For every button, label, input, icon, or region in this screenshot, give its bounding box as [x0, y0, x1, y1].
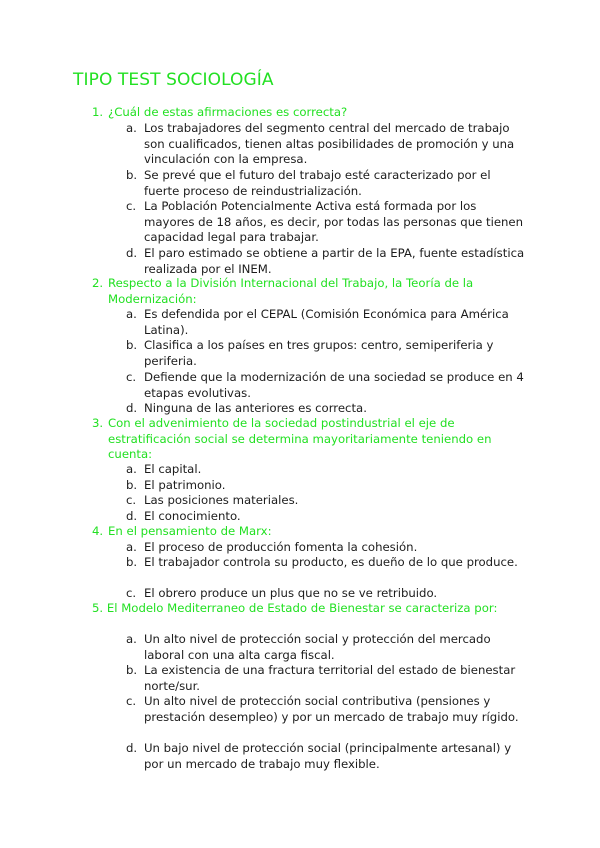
question-number: 3.	[92, 416, 104, 430]
option-text: Se prevé que el futuro del trabajo esté caracterizado por el fuerte proceso de reindustrialización.	[144, 168, 491, 198]
option-letter: c.	[126, 199, 137, 213]
option-letter: b.	[126, 478, 138, 492]
option-2d	[126, 401, 526, 417]
option-text: El obrero produce un plus que no se ve retribuido.	[144, 586, 438, 600]
option-letter: a.	[126, 462, 137, 476]
question-3	[92, 416, 532, 463]
option-text: El paro estimado se obtiene a partir de la EPA, fuente estadística realizada por el INEM.	[144, 246, 525, 276]
option-letter: c.	[126, 493, 137, 507]
document-title: TIPO TEST SOCIOLOGÍA	[73, 70, 274, 90]
option-5d	[126, 741, 526, 772]
option-3a	[126, 462, 526, 478]
option-4a	[126, 540, 526, 556]
option-3b	[126, 478, 526, 494]
question-text: Respecto a la División Internacional del Trabajo, la Teoría de la Modernización:	[108, 276, 474, 306]
question-text: ¿Cuál de estas afirmaciones es correcta?	[108, 105, 348, 119]
option-letter: a.	[126, 540, 137, 554]
option-text: Defiende que la modernización de una sociedad se produce en 4 etapas evolutivas.	[144, 370, 524, 400]
option-letter: b.	[126, 555, 138, 569]
option-text: Es defendida por el CEPAL (Comisión Económica para América Latina).	[144, 307, 509, 337]
question-1	[92, 105, 532, 121]
option-letter: c.	[126, 586, 137, 600]
question-5	[92, 601, 532, 617]
option-text: Las posiciones materiales.	[144, 493, 299, 507]
option-4b	[126, 555, 526, 571]
option-text: El trabajador controla su producto, es dueño de lo que produce.	[144, 555, 518, 569]
option-3c	[126, 493, 526, 509]
question-number: 2.	[92, 276, 104, 290]
question-number: 4.	[92, 524, 104, 538]
option-text: Ninguna de las anteriores es correcta.	[144, 401, 367, 415]
option-text: Un bajo nivel de protección social (principalmente artesanal) y por un mercado de trabajo muy flexible.	[144, 741, 512, 771]
option-text: La existencia de una fractura territorial del estado de bienestar norte/sur.	[144, 663, 516, 693]
option-letter: d.	[126, 509, 138, 523]
option-5a	[126, 632, 526, 663]
option-letter: b.	[126, 663, 138, 677]
option-2b	[126, 338, 526, 369]
question-text: En el pensamiento de Marx:	[108, 524, 272, 538]
option-1d	[126, 246, 526, 277]
option-3d	[126, 509, 526, 525]
option-5c	[126, 694, 526, 725]
option-letter: a.	[126, 307, 137, 321]
option-text: El conocimiento.	[144, 509, 241, 523]
option-text: Clasifica a los países en tres grupos: centro, semiperiferia y periferia.	[144, 338, 494, 368]
option-letter: d.	[126, 246, 138, 260]
option-text: Los trabajadores del segmento central del mercado de trabajo son cualificados, tienen altas posibilidades de promoción y una vinculación con la empresa.	[144, 121, 515, 167]
question-text: 5. El Modelo Mediterraneo de Estado de Bienestar se caracteriza por:	[92, 601, 498, 615]
option-letter: a.	[126, 121, 137, 135]
option-1c	[126, 199, 526, 246]
option-1b	[126, 168, 526, 199]
option-1a	[126, 121, 526, 168]
option-text: El patrimonio.	[144, 478, 226, 492]
question-number: 1.	[92, 105, 104, 119]
question-2	[92, 276, 532, 307]
option-text: Un alto nivel de protección social y protección del mercado laboral con una alta carga fiscal.	[144, 632, 491, 662]
option-letter: c.	[126, 370, 137, 384]
option-letter: b.	[126, 338, 138, 352]
option-4c	[126, 586, 526, 602]
option-text: El capital.	[144, 462, 202, 476]
option-letter: c.	[126, 694, 137, 708]
option-2a	[126, 307, 526, 338]
option-letter: b.	[126, 168, 138, 182]
option-letter: d.	[126, 401, 138, 415]
question-4	[92, 524, 532, 540]
option-2c	[126, 370, 526, 401]
option-text: La Población Potencialmente Activa está formada por los mayores de 18 años, es decir, por todas las personas que tienen capacidad legal para trabajar.	[144, 199, 524, 245]
option-text: El proceso de producción fomenta la cohesión.	[144, 540, 418, 554]
option-letter: a.	[126, 632, 137, 646]
option-letter: d.	[126, 741, 138, 755]
option-5b	[126, 663, 526, 694]
question-text: Con el advenimiento de la sociedad postindustrial el eje de estratificación social se determina mayoritariamente teniendo en cuenta:	[108, 416, 492, 462]
option-text: Un alto nivel de protección social contributiva (pensiones y prestación desempleo) y por un mercado de trabajo muy rígido.	[144, 694, 519, 724]
